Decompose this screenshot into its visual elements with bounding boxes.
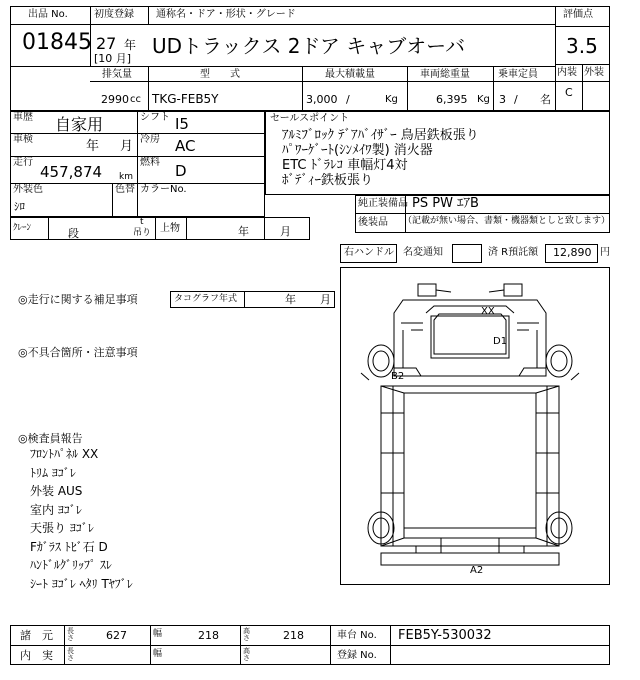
reg-label: 登録 No.: [337, 650, 377, 661]
dims-label: 諸 元: [20, 629, 53, 642]
name-change-box: [452, 244, 482, 263]
shift-label: シフト: [140, 112, 170, 123]
height-value: 218: [283, 629, 304, 642]
mileage-value: 457,874: [40, 163, 103, 181]
history-value: 自家用: [55, 115, 104, 134]
score-label: 評価点: [563, 9, 593, 20]
deposit-value: 12,890: [553, 246, 592, 259]
width-value: 218: [198, 629, 219, 642]
naijitsu-label: 内 実: [20, 649, 53, 662]
damage-diagram: [340, 267, 610, 585]
capacity-unit: 名: [540, 93, 551, 106]
inspection-month: 月: [120, 139, 134, 154]
inspector-line: ﾊﾝﾄﾞﾙｸﾞﾘｯﾌﾟ ｽﾚ: [30, 558, 112, 572]
displacement-unit: cc: [130, 94, 141, 105]
ext-color-value: ｼﾛ: [14, 200, 25, 213]
max-load-slash: /: [346, 93, 350, 106]
crane-stage: 段: [68, 227, 79, 240]
color-no-label: カラーNo.: [140, 184, 187, 195]
sales-point-line: ﾎﾞﾃﾞｨｰ鉄板張り: [282, 173, 374, 188]
first-reg-label: 初度登録: [94, 9, 134, 20]
genuine-equipment-label: 純正装備品: [358, 198, 408, 209]
inspector-line: 外装 AUS: [30, 484, 83, 498]
width-label-2: 幅: [153, 649, 163, 659]
sales-point-line: ETC ﾄﾞﾗﾚｺ 車幅灯4対: [282, 158, 408, 173]
displacement-value: 2990: [101, 93, 129, 106]
crane-label: ｸﾚｰﾝ: [13, 223, 32, 233]
first-reg-year: 27: [96, 34, 117, 53]
sales-points-label: セールスポイント: [270, 113, 350, 124]
length-label: 長さ: [67, 627, 74, 643]
model-label: 型 式: [200, 69, 240, 80]
damage-mark: D1: [493, 336, 508, 347]
sales-points-list: [282, 128, 602, 188]
deposit-unit: 円: [600, 247, 610, 258]
interior-grade-label: 内装: [557, 67, 577, 78]
aftermarket-note: （記載が無い場合、書類・機器類としと致します）: [403, 216, 611, 226]
aftermarket-label: 後装品: [358, 217, 388, 228]
deposit-label: 済 R預託額: [488, 247, 539, 258]
height-label-2: 高さ: [243, 647, 250, 663]
fuel-label: 燃料: [140, 157, 160, 168]
name-change-label: 名変通知: [403, 247, 443, 258]
tacho-label: タコグラフ年式: [174, 294, 238, 304]
max-load-label: 最大積載量: [325, 69, 375, 80]
capacity-label: 乗車定員: [498, 69, 538, 80]
interior-grade: C: [565, 86, 573, 99]
max-load-value: 3,000: [306, 93, 338, 106]
truck-outline: [341, 268, 609, 584]
gvw-unit: Kg: [477, 94, 490, 105]
max-load-unit: Kg: [385, 94, 398, 105]
sales-point-line: ﾊﾟﾜｰｹﾞｰﾄ(ｼﾝﾒｲﾜ製) 消火器: [282, 143, 433, 158]
history-label: 車歴: [13, 112, 33, 123]
inspector-line: ﾄﾘﾑ ﾖｺﾞﾚ: [30, 465, 76, 480]
lot-number: 01845: [22, 30, 92, 55]
ext-color-label: 外装色: [13, 184, 43, 195]
inspector-line: Fｶﾞﾗｽ ﾄﾋﾞ石 D: [30, 539, 108, 554]
inspector-label: ◎検査員報告: [18, 432, 83, 445]
first-reg-month: [10 月]: [94, 52, 132, 65]
inspector-line: 天張り ﾖｺﾞﾚ: [30, 521, 94, 535]
inspection-label: 車検: [13, 134, 33, 145]
damage-mark: A2: [470, 565, 484, 576]
fuel-value: D: [175, 162, 187, 180]
genuine-equipment: PS PW ｴｱB: [412, 196, 479, 211]
chassis-label: 車台 No.: [337, 630, 377, 641]
crane-ton: t: [140, 217, 144, 227]
width-label: 幅: [153, 629, 163, 639]
inspector-line: ｼｰﾄ ﾖｺﾞﾚ ﾍﾀﾘ Tﾔﾌﾞﾚ: [30, 576, 133, 591]
tacho-month: 月: [320, 293, 331, 306]
damage-mark: XX: [481, 306, 495, 317]
model-value: TKG-FEB5Y: [152, 92, 219, 106]
shift-value: I5: [175, 115, 189, 133]
length-value: 627: [106, 629, 127, 642]
chassis-value: FEB5Y-530032: [398, 628, 492, 643]
inspector-line: 室内 ﾖｺﾞﾚ: [30, 502, 82, 517]
uplift-year: 年: [238, 225, 249, 238]
color-change-label: 色替: [115, 184, 135, 195]
ac-label: 冷房: [140, 134, 160, 145]
ac-value: AC: [175, 137, 196, 155]
height-label: 高さ: [243, 627, 250, 643]
gvw-value: 6,395: [436, 93, 468, 106]
displacement-label: 排気量: [102, 69, 132, 80]
defects-label: ◎不具合箇所・注意事項: [18, 346, 138, 359]
capacity-value: 3: [499, 93, 506, 106]
length-label-2: 長さ: [67, 647, 74, 663]
mileage-label: 走行: [13, 157, 33, 168]
supplement-label: ◎走行に関する補足事項: [18, 293, 138, 306]
inspector-report: [30, 445, 330, 593]
mileage-unit: km: [119, 172, 133, 182]
damage-mark: B2: [391, 371, 405, 382]
gvw-label: 車両総重量: [420, 69, 470, 80]
uplift-month: 月: [280, 225, 291, 238]
sales-point-line: ｱﾙﾐﾌﾞﾛｯｸ ﾃﾞｱﾊﾞｲｻﾞｰ 鳥居鉄板張り: [282, 128, 479, 143]
uplift-label: 上物: [160, 223, 180, 234]
crane-lift: 吊り: [133, 228, 152, 238]
lot-label: 出品 No.: [28, 9, 68, 20]
first-reg-year-unit: 年: [124, 38, 137, 52]
capacity-slash: /: [514, 93, 518, 106]
car-name: UDトラックス 2ドア キャブオーバ: [152, 34, 466, 58]
score-value: 3.5: [566, 34, 598, 58]
exterior-grade-label: 外装: [584, 67, 604, 78]
inspection-year: 年: [86, 139, 100, 154]
rhd-label: 右ハンドル: [344, 247, 394, 258]
tacho-year: 年: [285, 293, 296, 306]
car-name-label: 通称名・ドア・形状・グレード: [156, 9, 296, 20]
inspector-line: ﾌﾛﾝﾄﾊﾟﾈﾙ XX: [30, 447, 99, 461]
